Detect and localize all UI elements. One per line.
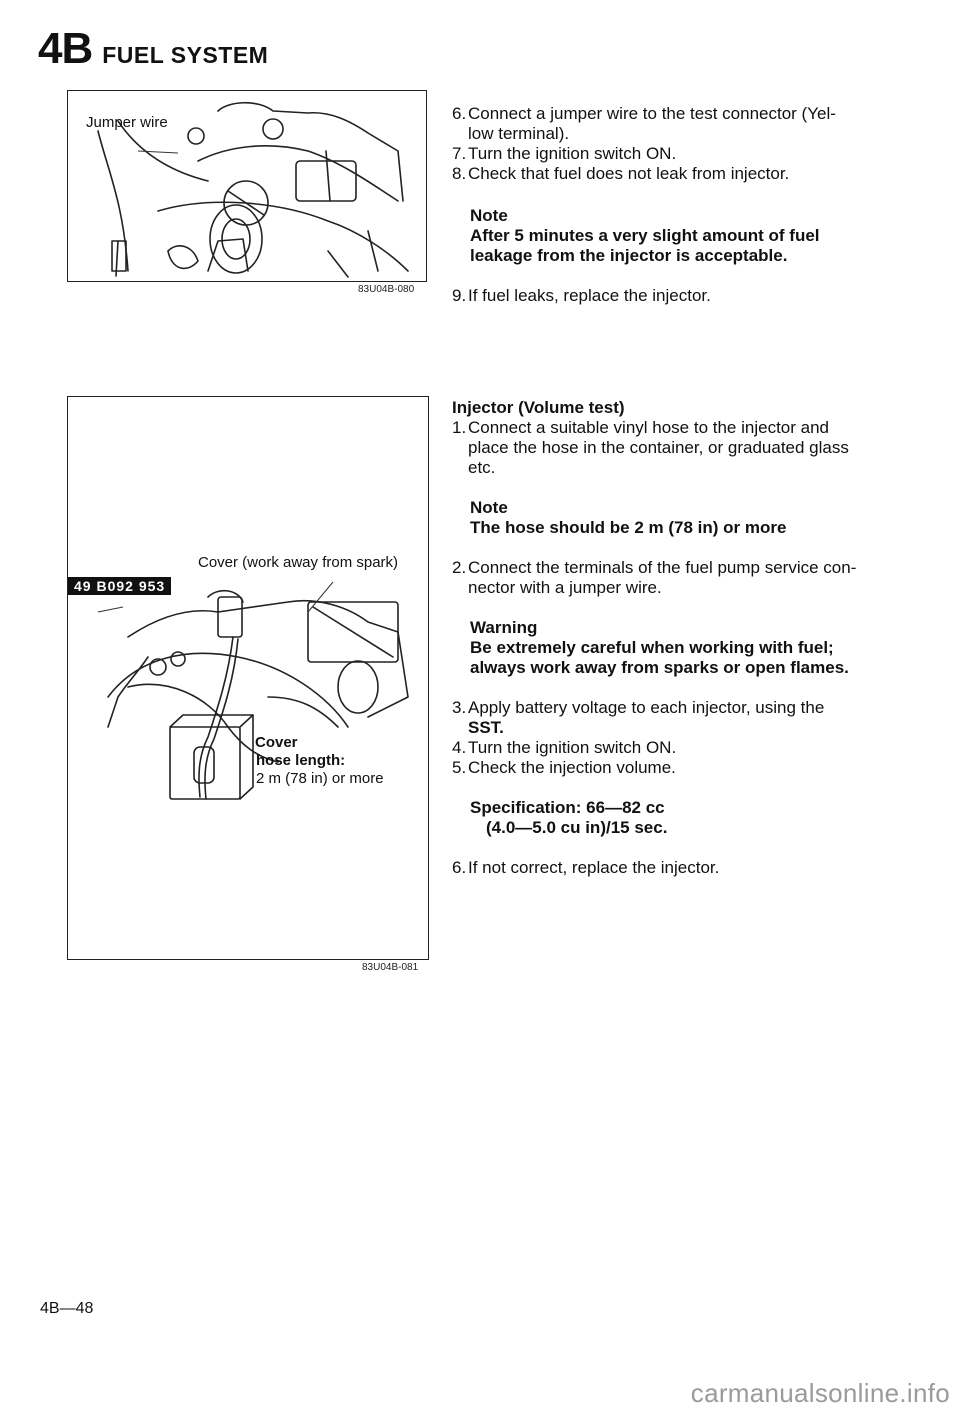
- note-text-line: After 5 minutes a very slight amount of fuel: [470, 226, 820, 245]
- step-number: 9.: [452, 286, 467, 305]
- step-number: 3.: [452, 698, 467, 717]
- section-heading-volume-test: Injector (Volume test): [452, 398, 625, 417]
- step-6-replace-injector: [452, 858, 882, 878]
- hose-length-label: hose length:: [256, 752, 346, 769]
- figure-volume-test: [67, 396, 429, 960]
- cover-label: Cover: [255, 734, 298, 751]
- warning-title: Warning: [470, 618, 538, 637]
- jumper-wire-label: Jumper wire: [86, 114, 168, 131]
- note-title: Note: [470, 498, 508, 517]
- step-number: 4.: [452, 738, 467, 757]
- step-4-ignition-on: [452, 738, 882, 758]
- specification: [452, 798, 882, 838]
- step-number: 6.: [452, 104, 467, 123]
- step-2-connect-terminals: [452, 558, 882, 598]
- note-hose-length: [452, 498, 882, 538]
- step-text-line: low terminal).: [468, 124, 570, 143]
- note-title: Note: [470, 206, 508, 225]
- page-number: 4B—48: [40, 1300, 94, 1317]
- step-text-line: Connect a suitable vinyl hose to the injector and: [468, 418, 830, 437]
- section-number: 4B: [38, 24, 93, 73]
- step-text: If fuel leaks, replace the injector.: [468, 286, 711, 305]
- step-number: 1.: [452, 418, 467, 437]
- step-text: Turn the ignition switch ON.: [468, 738, 677, 757]
- right-column-top: [452, 104, 882, 306]
- step-text: [468, 418, 882, 478]
- step-8-check-leak: [452, 164, 882, 184]
- right-column-bottom: [452, 398, 882, 878]
- specification-line: (4.0—5.0 cu in)/15 sec.: [486, 818, 668, 837]
- step-text-line: SST.: [468, 718, 504, 737]
- warning-text-line: Be extremely careful when working with fuel;: [470, 638, 834, 657]
- specification-line: Specification: 66—82 cc: [470, 798, 665, 817]
- step-text-line: Connect the terminals of the fuel pump service con-: [468, 558, 857, 577]
- step-number: 7.: [452, 144, 467, 163]
- step-text: If not correct, replace the injector.: [468, 858, 720, 877]
- sst-number-badge: 49 B092 953: [68, 577, 171, 595]
- section-title: FUEL SYSTEM: [102, 42, 269, 68]
- step-text: [468, 104, 882, 144]
- step-9-replace-injector: [452, 286, 882, 306]
- step-text-line: nector with a jumper wire.: [468, 578, 662, 597]
- figure-2-code: 83U04B-081: [362, 962, 419, 973]
- step-text: [468, 558, 882, 598]
- step-text-line: Connect a jumper wire to the test connector (Yel-: [468, 104, 836, 123]
- hose-length-value-label: 2 m (78 in) or more: [256, 770, 384, 787]
- figure-1-code: 83U04B-080: [358, 284, 415, 295]
- step-5-check-volume: [452, 758, 882, 778]
- cover-work-away-label: Cover (work away from spark): [198, 554, 399, 571]
- step-number: 2.: [452, 558, 467, 577]
- step-3-apply-voltage: [452, 698, 882, 738]
- page-header: [38, 24, 268, 74]
- step-text: Check that fuel does not leak from injector.: [468, 164, 790, 183]
- step-text-line: place the hose in the container, or graduated glass: [468, 438, 849, 457]
- step-text: Turn the ignition switch ON.: [468, 144, 677, 163]
- note-text-line: The hose should be 2 m (78 in) or more: [470, 518, 787, 537]
- warning-text-line: always work away from sparks or open flames.: [470, 658, 849, 677]
- figure-jumper-wire: [67, 90, 427, 282]
- warning-fuel: [452, 618, 882, 678]
- note-leakage: [452, 206, 882, 266]
- step-number: 6.: [452, 858, 467, 877]
- step-1-connect-hose: [452, 418, 882, 478]
- step-6-connect-jumper: [452, 104, 882, 144]
- note-text-line: leakage from the injector is acceptable.: [470, 246, 788, 265]
- step-text: Check the injection volume.: [468, 758, 676, 777]
- step-number: 8.: [452, 164, 467, 183]
- step-text-line: Apply battery voltage to each injector, using the: [468, 698, 825, 717]
- step-7-ignition-on: [452, 144, 882, 164]
- step-text: [468, 698, 882, 738]
- figure-volume-test-illustration: [68, 397, 428, 959]
- watermark: carmanualsonline.info: [690, 1378, 950, 1408]
- step-text-line: etc.: [468, 458, 496, 477]
- step-number: 5.: [452, 758, 467, 777]
